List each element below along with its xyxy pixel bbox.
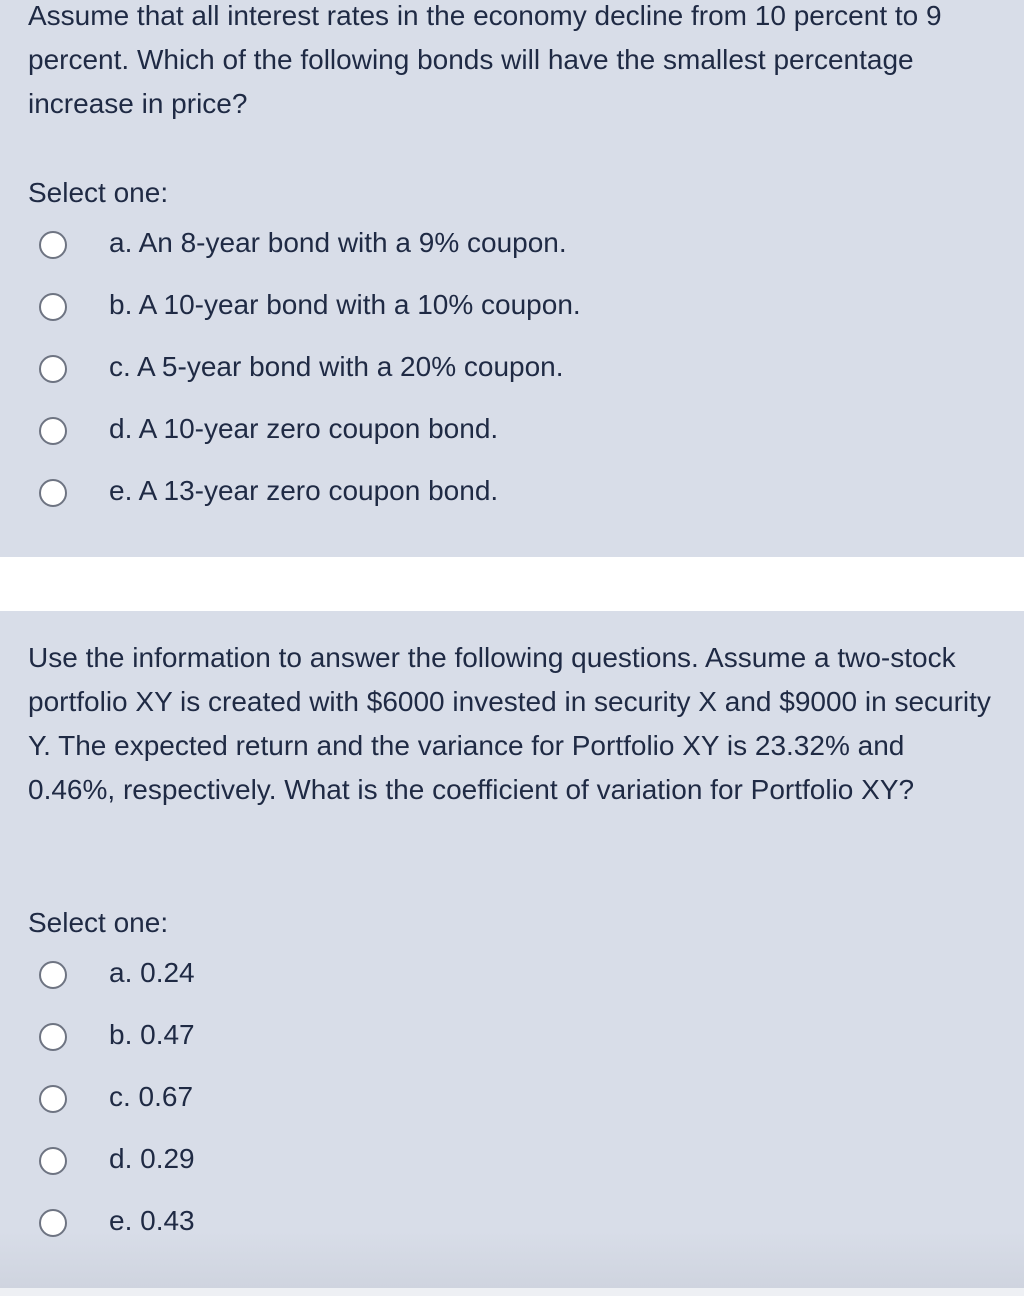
radio-button-icon[interactable] [39,231,67,259]
answer-option-a[interactable] [0,215,1024,277]
question-text: Assume that all interest rates in the economy decline from 10 percent to 9 percent. Which of the following bonds will have the smallest percentage increase in price? [28,0,942,119]
answer-option-label[interactable]: a. An 8-year bond with a 9% coupon. [109,227,567,258]
answer-option-c[interactable] [0,339,1024,401]
answer-options [0,215,1024,525]
answer-option-b[interactable] [0,1007,1024,1069]
question-text: Use the information to answer the following questions. Assume a two-stock portfolio XY is created with $6000 invested in security X and $9000 in security Y. The expected return and the variance for Portfolio XY is 23.32% and 0.46%, respectively. What is the coefficient of variation for Portfolio XY? [28,642,991,805]
radio-button-icon[interactable] [39,355,67,383]
answer-option-b[interactable] [0,277,1024,339]
answer-option-label[interactable]: a. 0.24 [109,957,195,988]
radio-button-icon[interactable] [39,1023,67,1051]
answer-option-d[interactable] [0,401,1024,463]
answer-options [0,945,1024,1255]
radio-button-icon[interactable] [39,1209,67,1237]
answer-option-label[interactable]: e. 0.43 [109,1205,195,1236]
answer-option-label[interactable]: c. 0.67 [109,1081,194,1112]
radio-button-icon[interactable] [39,961,67,989]
answer-option-label[interactable]: b. A 10-year bond with a 10% coupon. [109,289,581,320]
answer-option-label[interactable]: d. A 10-year zero coupon bond. [109,413,499,444]
answer-option-label[interactable]: e. A 13-year zero coupon bond. [109,475,499,506]
select-one-prompt: Select one: [28,907,169,938]
answer-option-label[interactable]: d. 0.29 [109,1143,195,1174]
answer-option-label[interactable]: c. A 5-year bond with a 20% coupon. [109,351,564,382]
select-one-prompt: Select one: [28,177,169,208]
answer-option-e[interactable] [0,463,1024,525]
answer-option-a[interactable] [0,945,1024,1007]
answer-option-c[interactable] [0,1069,1024,1131]
radio-button-icon[interactable] [39,417,67,445]
answer-option-d[interactable] [0,1131,1024,1193]
answer-option-label[interactable]: b. 0.47 [109,1019,195,1050]
answer-option-e[interactable] [0,1193,1024,1255]
question-card-1 [0,0,1024,557]
page-bottom-edge [0,1288,1024,1296]
radio-button-icon[interactable] [39,1147,67,1175]
radio-button-icon[interactable] [39,293,67,321]
question-card-2 [0,611,1024,1288]
radio-button-icon[interactable] [39,479,67,507]
radio-button-icon[interactable] [39,1085,67,1113]
